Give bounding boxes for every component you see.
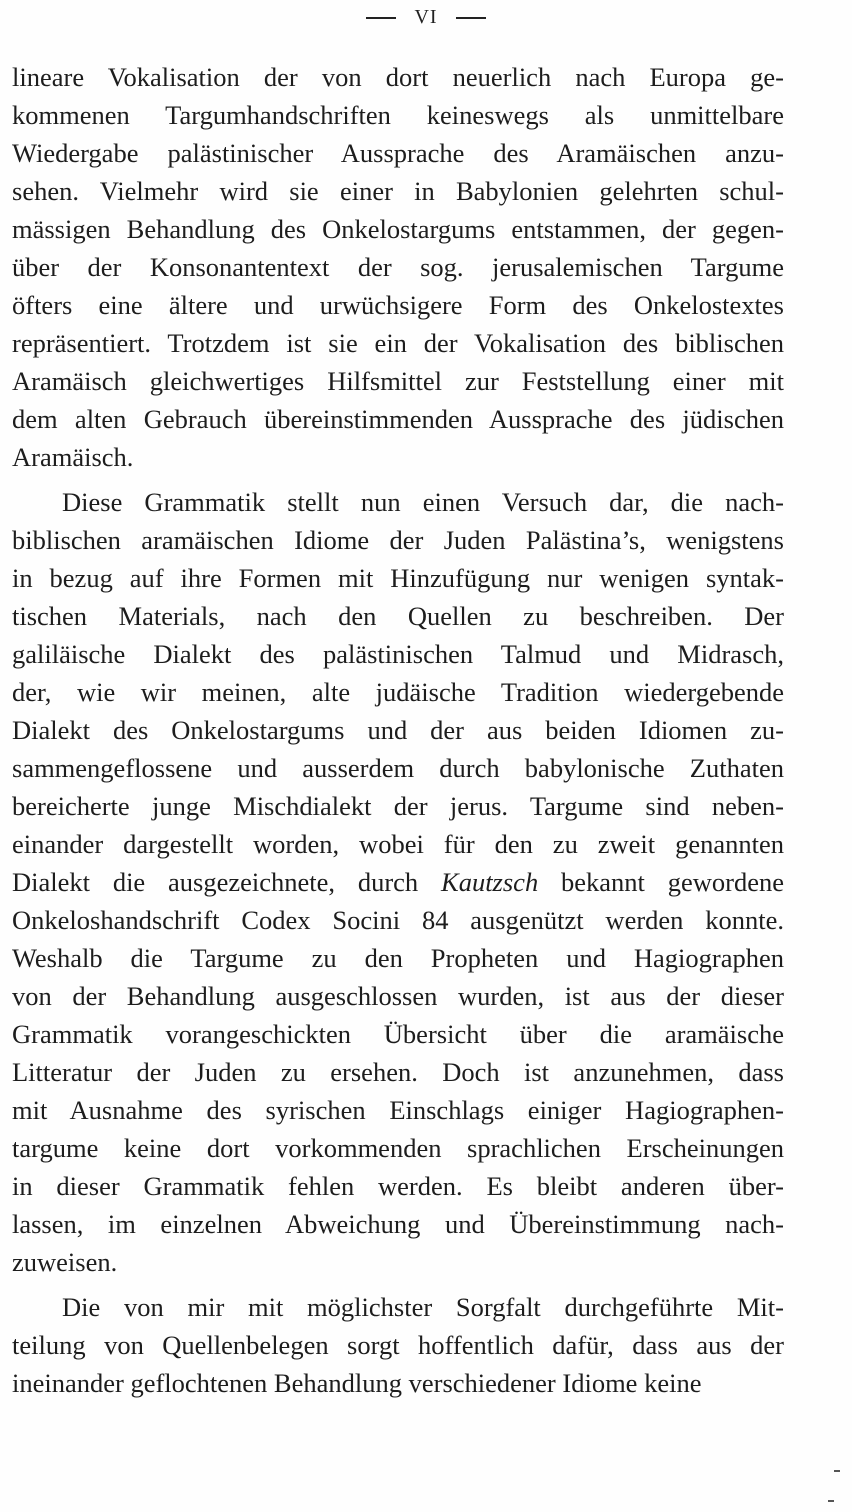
text-line: lineare Vokalisation der von dort neuerlich nach Europa ge- [12, 62, 784, 92]
text-line: öfters eine ältere und urwüchsigere Form des Onkelostextes [12, 290, 784, 320]
body-text [12, 58, 784, 1402]
text-line: sehen. Vielmehr wird sie einer in Babylonien gelehrten schul- [12, 176, 784, 206]
text-line: Weshalb die Targume zu den Propheten und Hagiographen [12, 943, 784, 973]
text-line: targume keine dort vorkommenden sprachlichen Erscheinungen [12, 1133, 784, 1163]
text-line: Aramäisch. [12, 442, 134, 472]
header-dash-left [366, 17, 396, 19]
text-line: in bezug auf ihre Formen mit Hinzufügung nur wenigen syntak- [12, 563, 784, 593]
text-line: Aramäisch gleichwertiges Hilfsmittel zur Feststellung einer mit [12, 366, 784, 396]
page-number: VI [414, 6, 438, 28]
text-line: lassen, im einzelnen Abweichung und Übereinstimmung nach- [12, 1209, 784, 1239]
paragraph [12, 483, 784, 1281]
text-line: ineinander geflochtenen Behandlung verschiedener Idiome keine [12, 1368, 702, 1398]
text-line: mit Ausnahme des syrischen Einschlags einiger Hagiographen- [12, 1095, 784, 1125]
text-line: mässigen Behandlung des Onkelostargums entstammen, der gegen- [12, 214, 784, 244]
text-line: Litteratur der Juden zu ersehen. Doch ist anzunehmen, dass [12, 1057, 784, 1087]
text-line: Wiedergabe palästinischer Aussprache des Aramäischen anzu- [12, 138, 784, 168]
text-line: galiläische Dialekt des palästinischen Talmud und Midrasch, [12, 639, 784, 669]
text-line: Dialekt des Onkelostargums und der aus beiden Idiomen zu- [12, 715, 784, 745]
text-line: teilung von Quellenbelegen sorgt hoffentlich dafür, dass aus der [12, 1330, 784, 1360]
text-line: in dieser Grammatik fehlen werden. Es bleibt anderen über- [12, 1171, 784, 1201]
text-line: tischen Materials, nach den Quellen zu beschreiben. Der [12, 601, 784, 631]
text-line: repräsentiert. Trotzdem ist sie ein der Vokalisation des biblischen [12, 328, 784, 358]
page-header [0, 6, 852, 29]
paragraph [12, 58, 784, 476]
text-line: Grammatik vorangeschickten Übersicht über die aramäische [12, 1019, 784, 1049]
text-line: sammengeflossene und ausserdem durch babylonische Zuthaten [12, 753, 784, 783]
text-line: bereicherte junge Mischdialekt der jerus. Targume sind neben- [12, 791, 784, 821]
text-line: Dialekt die ausgezeichnete, durch Kautzsch bekannt gewordene [12, 867, 784, 897]
text-line: Onkeloshandschrift Codex Socini 84 ausgenützt werden konnte. [12, 905, 784, 935]
text-line: biblischen aramäischen Idiome der Juden Palästina’s, wenigstens [12, 525, 784, 555]
text-line: kommenen Targumhandschriften keineswegs als unmittelbare [12, 100, 784, 130]
text-line: einander dargestellt worden, wobei für den zu zweit genannten [12, 829, 784, 859]
text-line: von der Behandlung ausgeschlossen wurden, ist aus der dieser [12, 981, 784, 1011]
text-line: zuweisen. [12, 1247, 118, 1277]
text-line: Die von mir mit möglichster Sorgfalt durchgeführte Mit- [62, 1292, 784, 1322]
italic-name: Kautzsch [441, 867, 539, 897]
text-line: Diese Grammatik stellt nun einen Versuch dar, die nach- [62, 487, 784, 517]
scan-edge-mark [834, 1470, 840, 1472]
text-line: der, wie wir meinen, alte judäische Tradition wiedergebende [12, 677, 784, 707]
header-dash-right [456, 17, 486, 19]
text-line: dem alten Gebrauch übereinstimmenden Aussprache des jüdischen [12, 404, 784, 434]
text-line: über der Konsonantentext der sog. jerusalemischen Targume [12, 252, 784, 282]
paragraph [12, 1288, 784, 1402]
scan-edge-mark [828, 1500, 834, 1502]
